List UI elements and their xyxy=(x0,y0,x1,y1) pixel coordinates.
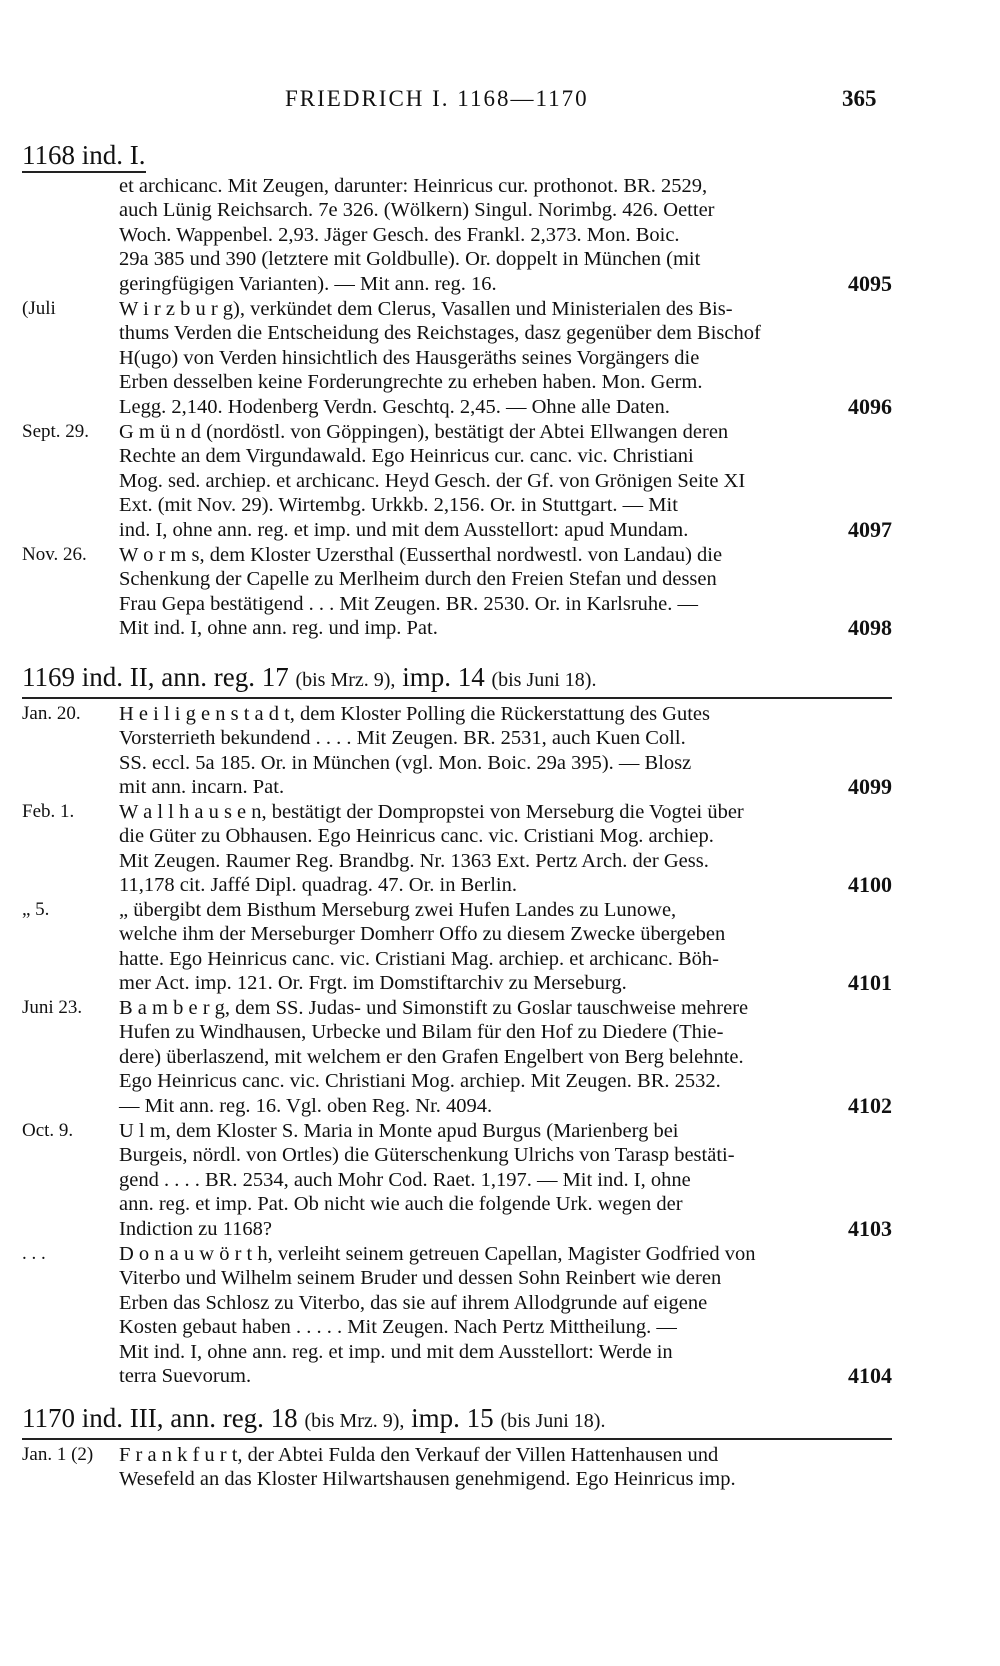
entry-date: Sept. 29. xyxy=(22,421,90,442)
entry-line: Ext. (mit Nov. 29). Wirtembg. Urkkb. 2,156. Or. in Stuttgart. — Mit xyxy=(119,494,678,517)
entry-line: dere) überlaszend, mit welchem er den Grafen Engelbert von Berg belehnte. xyxy=(119,1045,744,1068)
entry-date: . . . xyxy=(22,1243,46,1264)
entry-line: gend . . . . BR. 2534, auch Mohr Cod. Raet. 1,197. — Mit ind. I, ohne xyxy=(119,1168,691,1191)
entry-date: Feb. 1. xyxy=(22,801,75,822)
entry-line: mit ann. incarn. Pat. xyxy=(119,776,285,799)
year-heading-imp: imp. 14 xyxy=(402,662,485,692)
entry-date: „ 5. xyxy=(22,899,50,920)
entry-date: Jan. 20. xyxy=(22,703,81,724)
regest-entry xyxy=(22,996,892,1118)
entry-line: Rechte an dem Virgundawald. Ego Heinricus cur. canc. vic. Christiani xyxy=(119,445,694,468)
entry-line: W i r z b u r g), verkündet dem Clerus, Vasallen und Ministerialen des Bis- xyxy=(119,298,733,320)
entry-line: B a m b e r g, dem SS. Judas- und Simonstift zu Goslar tauschweise mehrere xyxy=(119,997,749,1019)
entry-line: W a l l h a u s e n, bestätigt der Dompropstei von Merseburg die Vogtei über xyxy=(119,801,744,823)
year-heading-1170 xyxy=(22,1403,605,1434)
regest-entry xyxy=(22,898,892,996)
entry-line: geringfügigen Varianten). — Mit ann. reg. 16. xyxy=(119,272,497,295)
entry-line: D o n a u w ö r t h, verleiht seinem getreuen Capellan, Magister Godfried von xyxy=(119,1243,756,1265)
section-rule xyxy=(22,1438,892,1440)
entry-line: SS. eccl. 5a 185. Or. in München (vgl. Mon. Boic. 29a 395). — Blosz xyxy=(119,751,692,774)
regest-number: 4099 xyxy=(848,774,892,800)
year-heading-note: (bis Mrz. 9), xyxy=(304,1410,405,1432)
entry-line: Viterbo und Wilhelm seinem Bruder und dessen Sohn Reinbert wie deren xyxy=(119,1267,722,1290)
entry-line: auch Lünig Reichsarch. 7e 326. (Wölkern) Singul. Norimbg. 426. Oetter xyxy=(119,199,715,222)
entry-date: Nov. 26. xyxy=(22,544,87,565)
regest-entry xyxy=(22,174,892,296)
section-rule xyxy=(22,697,892,699)
entry-line: Burgeis, nördl. von Ortles) die Güterschenkung Ulrichs von Tarasp bestäti- xyxy=(119,1144,735,1167)
entry-date: Juni 23. xyxy=(22,997,83,1018)
entry-line: Erben desselben keine Forderungrechte zu erheben haben. Mon. Germ. xyxy=(119,371,703,394)
entry-line: ind. I, ohne ann. reg. et imp. und mit dem Ausstellort: apud Mundam. xyxy=(119,518,689,541)
regest-entry xyxy=(22,1119,892,1241)
entry-line: H e i l i g e n s t a d t, dem Kloster Polling die Rückerstattung des Gutes xyxy=(119,703,710,725)
entry-line: Mog. sed. archiep. et archicanc. Heyd Gesch. der Gf. von Grönigen Seite XI xyxy=(119,469,746,492)
regest-number: 4100 xyxy=(848,872,892,898)
entry-line: Kosten gebaut haben . . . . . Mit Zeugen. Nach Pertz Mittheilung. — xyxy=(119,1316,677,1339)
regest-entry xyxy=(22,297,892,419)
entry-line: Mit ind. I, ohne ann. reg. et imp. und mit dem Ausstellort: Werde in xyxy=(119,1340,673,1363)
regest-entry xyxy=(22,1242,892,1388)
entry-line: G m ü n d (nordöstl. von Göppingen), bestätigt der Abtei Ellwangen deren xyxy=(119,421,729,443)
entry-line: Wesefeld an das Kloster Hilwartshausen genehmigend. Ego Heinricus imp. xyxy=(119,1468,736,1491)
entry-line: terra Suevorum. xyxy=(119,1364,252,1387)
entry-line: F r a n k f u r t, der Abtei Fulda den Verkauf der Villen Hattenhausen und xyxy=(119,1444,719,1466)
page-number: 365 xyxy=(842,86,877,111)
entry-line: welche ihm der Merseburger Domherr Offo zu diesem Zwecke übergeben xyxy=(119,923,726,946)
entry-line: mer Act. imp. 121. Or. Frgt. im Domstiftarchiv zu Merseburg. xyxy=(119,972,627,995)
entry-line: Indiction zu 1168? xyxy=(119,1217,272,1240)
year-heading-note: (bis Juni 18). xyxy=(491,669,597,691)
regest-number: 4095 xyxy=(848,270,892,296)
entry-line: Mit ind. I, ohne ann. reg. und imp. Pat. xyxy=(119,617,438,640)
year-heading-1168 xyxy=(22,140,146,171)
entry-line: ann. reg. et imp. Pat. Ob nicht wie auch die folgende Urk. wegen der xyxy=(119,1193,683,1216)
entry-line: W o r m s, dem Kloster Uzersthal (Eusserthal nordwestl. von Landau) die xyxy=(119,544,723,566)
entry-line: Mit Zeugen. Raumer Reg. Brandbg. Nr. 1363 Ext. Pertz Arch. der Gess. xyxy=(119,849,709,872)
entry-line: Ego Heinricus canc. vic. Christiani Mog. archiep. Mit Zeugen. BR. 2532. xyxy=(119,1070,721,1093)
year-heading-note: (bis Mrz. 9), xyxy=(295,669,396,691)
entry-line: — Mit ann. reg. 16. Vgl. oben Reg. Nr. 4094. xyxy=(119,1094,493,1117)
entry-line: Frau Gepa bestätigend . . . Mit Zeugen. BR. 2530. Or. in Karlsruhe. — xyxy=(119,592,699,615)
regest-entry xyxy=(22,800,892,898)
regest-entry xyxy=(22,1443,892,1492)
entry-line: 11,178 cit. Jaffé Dipl. quadrag. 47. Or. in Berlin. xyxy=(119,874,517,897)
entry-line: Woch. Wappenbel. 2,93. Jäger Gesch. des Frankl. 2,373. Mon. Boic. xyxy=(119,223,680,246)
regest-number: 4103 xyxy=(848,1215,892,1241)
entry-line: „ übergibt dem Bisthum Merseburg zwei Hufen Landes zu Lunowe, xyxy=(119,899,677,921)
regest-entry xyxy=(22,543,892,641)
page-header xyxy=(0,86,1000,116)
regest-number: 4102 xyxy=(848,1092,892,1118)
entry-line: hatte. Ego Heinricus canc. vic. Cristiani Mag. archiep. et archicanc. Böh- xyxy=(119,947,719,970)
regest-number: 4096 xyxy=(848,393,892,419)
entry-line: et archicanc. Mit Zeugen, darunter: Heinricus cur. prothonot. BR. 2529, xyxy=(119,175,708,197)
regest-entry xyxy=(22,702,892,800)
year-heading-1169 xyxy=(22,662,596,693)
year-heading-main: 1169 ind. II, ann. reg. 17 xyxy=(22,662,289,692)
year-heading-imp: imp. 15 xyxy=(411,1403,494,1433)
entry-line: Hufen zu Windhausen, Urbecke und Bilam für den Hof zu Diedere (Thie- xyxy=(119,1021,724,1044)
entry-line: Schenkung der Capelle zu Merlheim durch den Freien Stefan und dessen xyxy=(119,568,717,591)
regest-number: 4097 xyxy=(848,516,892,542)
regest-number: 4101 xyxy=(848,970,892,996)
year-heading-main: 1170 ind. III, ann. reg. 18 xyxy=(22,1403,298,1433)
entry-line: U l m, dem Kloster S. Maria in Monte apud Burgus (Marienberg bei xyxy=(119,1120,679,1142)
entry-date: (Juli xyxy=(22,298,56,319)
entry-line: H(ugo) von Verden hinsichtlich des Hausgeräths seines Vorgängers die xyxy=(119,346,700,369)
entry-date: Oct. 9. xyxy=(22,1120,74,1141)
entry-line: thums Verden die Entscheidung des Reichstages, dasz gegenüber dem Bischof xyxy=(119,322,761,345)
running-title: FRIEDRICH I. 1168—1170 xyxy=(285,86,589,111)
entry-line: die Güter zu Obhausen. Ego Heinricus canc. vic. Cristiani Mog. archiep. xyxy=(119,825,714,848)
entry-line: Erben das Schlosz zu Viterbo, das sie auf ihrem Allodgrunde auf eigene xyxy=(119,1291,708,1314)
entry-line: 29a 385 und 390 (letztere mit Goldbulle). Or. doppelt in München (mit xyxy=(119,248,701,271)
heading-rule xyxy=(22,171,146,173)
entry-line: Vorsterrieth bekundend . . . . Mit Zeugen. BR. 2531, auch Kuen Coll. xyxy=(119,727,686,750)
year-heading-note: (bis Juni 18). xyxy=(500,1410,606,1432)
entry-line: Legg. 2,140. Hodenberg Verdn. Geschtq. 2,45. — Ohne alle Daten. xyxy=(119,395,670,418)
regest-entry xyxy=(22,420,892,542)
entry-date: Jan. 1 (2) xyxy=(22,1444,94,1465)
regest-number: 4104 xyxy=(848,1362,892,1388)
regest-number: 4098 xyxy=(848,615,892,641)
year-heading-main: 1168 ind. I. xyxy=(22,140,146,170)
